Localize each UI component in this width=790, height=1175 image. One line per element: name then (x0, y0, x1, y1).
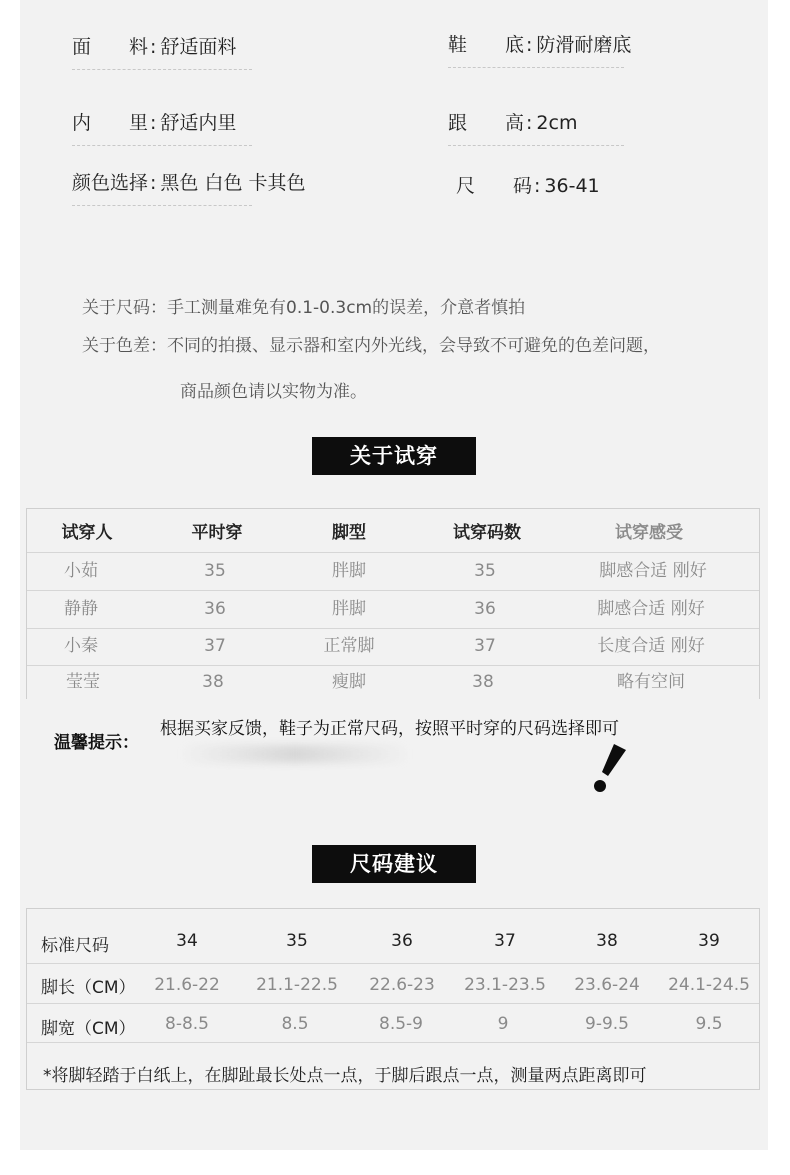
size-value: 9 (497, 1014, 509, 1034)
size-value: 22.6-23 (369, 975, 435, 995)
trial-person: 莹莹 (66, 672, 100, 692)
spec-size: 尺 码 : 36-41 (456, 175, 600, 197)
trial-section-title: 关于试穿 (312, 437, 476, 475)
spec-color-value: 黑色 白色 卡其色 (160, 172, 306, 194)
color-note-label: 关于色差： (82, 336, 167, 356)
size-value: 21.1-22.5 (256, 975, 338, 995)
table-row (27, 628, 759, 666)
tip-text: 根据买家反馈，鞋子为正常尺码，按照平时穿的尺码选择即可 (160, 719, 619, 739)
trial-foot: 瘦脚 (332, 672, 366, 692)
size-value: 8-8.5 (165, 1014, 209, 1034)
spec-sole: 鞋 底 : 防滑耐磨底 (448, 30, 624, 68)
size-note-label: 关于尺码： (82, 298, 167, 318)
size-value: 37 (494, 931, 516, 951)
trial-table (26, 508, 760, 699)
size-value: 39 (698, 931, 720, 951)
trial-tried: 36 (474, 599, 496, 619)
spec-color: 颜色选择 : 黑色 白色 卡其色 (72, 168, 252, 206)
size-value: 24.1-24.5 (668, 975, 750, 995)
size-section-title: 尺码建议 (312, 845, 476, 883)
trial-person: 静静 (64, 599, 98, 619)
size-value: 8.5 (281, 1014, 309, 1034)
trial-header-foot: 脚型 (332, 523, 366, 543)
spec-color-key: 颜色选择 (72, 172, 149, 194)
size-value: 21.6-22 (154, 975, 220, 995)
size-row-width (27, 1004, 759, 1043)
exclamation-icon (590, 742, 630, 794)
trial-usual: 36 (204, 599, 226, 619)
table-row (27, 591, 759, 629)
size-table (26, 908, 760, 1090)
trial-header-feel: 试穿感受 (615, 523, 683, 543)
spec-heel: 跟 高 : 2cm (448, 108, 624, 146)
trial-header-person: 试穿人 (61, 523, 113, 543)
trial-header-tried: 试穿码数 (453, 523, 521, 543)
size-value: 23.1-23.5 (464, 975, 546, 995)
tip-label: 温馨提示： (54, 733, 139, 753)
spec-sole-key: 鞋 底 (448, 34, 525, 56)
trial-usual: 37 (204, 636, 226, 656)
size-value: 38 (596, 931, 618, 951)
size-value: 35 (286, 931, 308, 951)
trial-person: 小秦 (64, 636, 98, 656)
trial-tried: 37 (474, 636, 496, 656)
spec-size-value: 36-41 (544, 175, 600, 197)
size-row-label: 脚长（CM） (41, 978, 136, 998)
size-row-length (27, 963, 759, 1004)
trial-tried: 35 (474, 561, 496, 581)
measure-note: *将脚轻踏于白纸上，在脚趾最长处点一点，于脚后跟点一点，测量两点距离即可 (43, 1066, 647, 1086)
trial-usual: 35 (204, 561, 226, 581)
tip-smudge (180, 745, 410, 763)
trial-header-usual: 平时穿 (191, 523, 243, 543)
trial-feel: 略有空间 (617, 672, 685, 692)
spec-material-value: 舒适面料 (160, 36, 237, 58)
trial-tried: 38 (472, 672, 494, 692)
table-row (27, 664, 759, 701)
trial-feel: 脚感合适 刚好 (597, 599, 705, 619)
color-note-text: 不同的拍摄、显示器和室内外光线，会导致不可避免的色差问题， (167, 336, 660, 356)
color-note-line2: 商品颜色请以实物为准。 (180, 382, 367, 402)
spec-material-key: 面 料 (72, 36, 149, 58)
size-value: 8.5-9 (379, 1014, 423, 1034)
size-row-label: 标准尺码 (41, 936, 109, 956)
spec-heel-value: 2cm (536, 112, 578, 134)
trial-header-row (27, 515, 759, 553)
spec-sole-value: 防滑耐磨底 (536, 34, 632, 56)
trial-foot: 正常脚 (323, 636, 375, 656)
size-row-standard (27, 909, 759, 964)
table-row (27, 553, 759, 591)
trial-person: 小茹 (64, 561, 98, 581)
size-value: 9-9.5 (585, 1014, 629, 1034)
size-row-label: 脚宽（CM） (41, 1019, 136, 1039)
size-value: 23.6-24 (574, 975, 640, 995)
trial-foot: 胖脚 (332, 561, 366, 581)
spec-lining-key: 内 里 (72, 112, 149, 134)
color-note (82, 331, 660, 356)
size-value: 34 (176, 931, 198, 951)
size-note (82, 293, 525, 318)
trial-feel: 脚感合适 刚好 (599, 561, 707, 581)
spec-lining-value: 舒适内里 (160, 112, 237, 134)
spec-lining: 内 里 : 舒适内里 (72, 108, 252, 146)
trial-feel: 长度合适 刚好 (597, 636, 705, 656)
size-value: 9.5 (695, 1014, 723, 1034)
spec-material: 面 料 : 舒适面料 (72, 32, 252, 70)
trial-foot: 胖脚 (332, 599, 366, 619)
size-value: 36 (391, 931, 413, 951)
spec-heel-key: 跟 高 (448, 112, 525, 134)
size-note-text: 手工测量难免有0.1-0.3cm的误差，介意者慎拍 (167, 298, 526, 318)
trial-usual: 38 (202, 672, 224, 692)
spec-size-key: 尺 码 (456, 175, 533, 197)
